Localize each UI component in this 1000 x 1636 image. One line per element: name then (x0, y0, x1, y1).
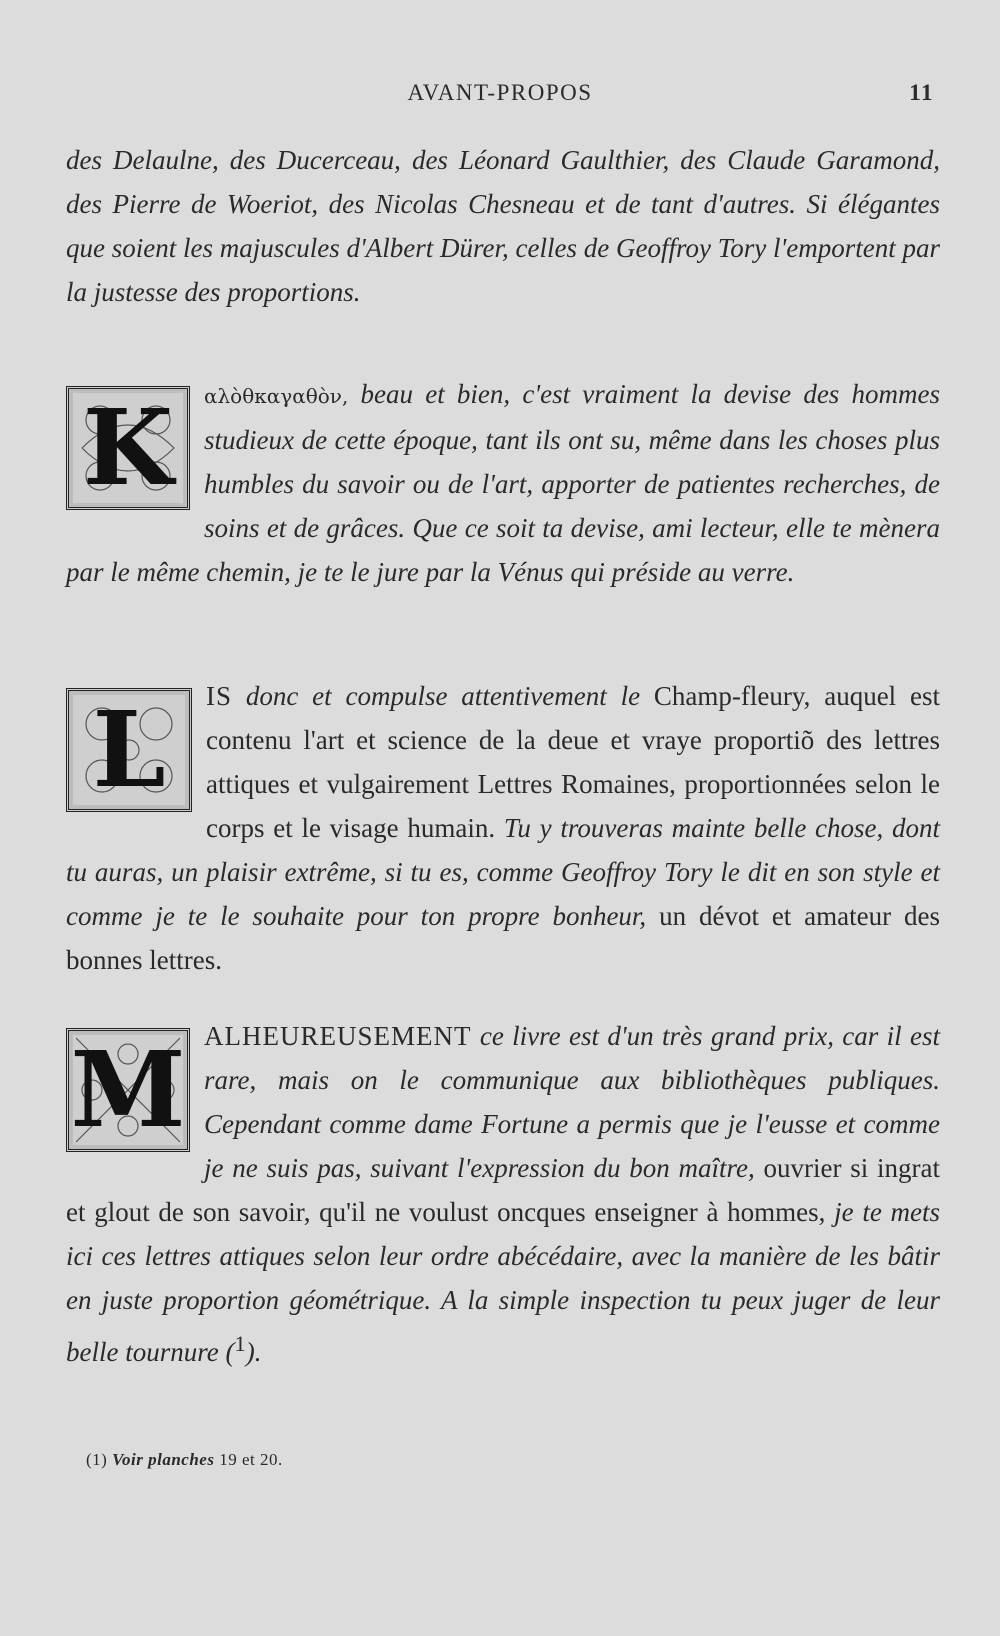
footnote-italic: Voir planches (112, 1450, 215, 1469)
page-number: 11 (909, 80, 934, 105)
running-title: AVANT-PROPOS (407, 80, 593, 105)
footnote (86, 1450, 283, 1470)
drop-cap-letter: M (70, 1028, 186, 1151)
paragraph-2 (66, 372, 940, 594)
paragraph-4 (66, 1014, 940, 1374)
paragraph-3 (66, 674, 940, 982)
paragraph-1-text: des Delaulne, des Ducerceau, des Léonard Gaulthier, des Claude Garamond, des Pierre de Woeriot, des Nicolas Chesneau et de tant d'autres. Si élégantes que soient les majuscules d'Albert Dürer, celles de Geoffroy Tory l'emportent par la justesse des proportions. (66, 145, 940, 307)
paragraph-2-text: beau et bien, c'est vraiment la devise des hommes studieux de cette époque, tant ils ont su, même dans les choses plus humbles du savoir ou de l'art, apporter de patientes recherches, de soins et de grâces. Que ce soit ta devise, ami lecteur, elle te mènera par le même chemin, je te le jure par la Vénus qui préside au verre. (66, 379, 941, 587)
drop-cap-k (66, 386, 190, 510)
roman-text: ouvrier si ingrat et glout de son savoir, qu'il ne voulust oncques enseigner à hommes, (66, 1153, 940, 1227)
drop-cap-l (66, 688, 192, 812)
italic-text: je te mets ici ces lettres attiques selon leur ordre abécédaire, avec la manière de les bâtir en juste proportion géométrique. A la simple inspection tu peux juger de leur belle tournure ( (66, 1197, 941, 1367)
drop-cap-letter: K (82, 386, 174, 509)
greek-word: αλὸθκαγαθὸν, (204, 384, 349, 408)
italic-text: Tu y trouveras mainte belle chose, dont tu auras, un plaisir extrême, si tu es, comme Geoffroy Tory le dit en son style et comme je te le souhaite pour ton propre bonheur, (66, 813, 941, 931)
paragraph-1 (66, 138, 940, 314)
drop-cap-m (66, 1028, 190, 1152)
footnote-marker: (1) (86, 1450, 108, 1469)
footnote-roman: 19 et 20. (219, 1450, 283, 1469)
italic-text: donc et compulse attentivement le (245, 681, 641, 711)
roman-text: un dévot et amateur des bonnes lettres. (66, 901, 940, 975)
running-header (0, 74, 1000, 114)
italic-text: ce livre est d'un très grand prix, car il est rare, mais on le communique aux bibliothèques publiques. Cependant comme dame Fortune a permis que je l'eusse et comme je ne suis pas, suivant l'expression du bon maître, (204, 1021, 940, 1183)
roman-text: Champ-fleury, auquel est contenu l'art et science de la deue et vraye proportiõ des lettres attiques et vulgairement Lettres Romaines, proportionnées selon le corps et le visage humain. (206, 681, 941, 843)
drop-cap-letter: L (92, 688, 166, 811)
small-caps-word: IS (206, 681, 233, 711)
footnote-reference: 1 (234, 1331, 246, 1356)
italic-text: ). (245, 1337, 262, 1367)
small-caps-word: ALHEUREUSEMENT (204, 1021, 472, 1051)
